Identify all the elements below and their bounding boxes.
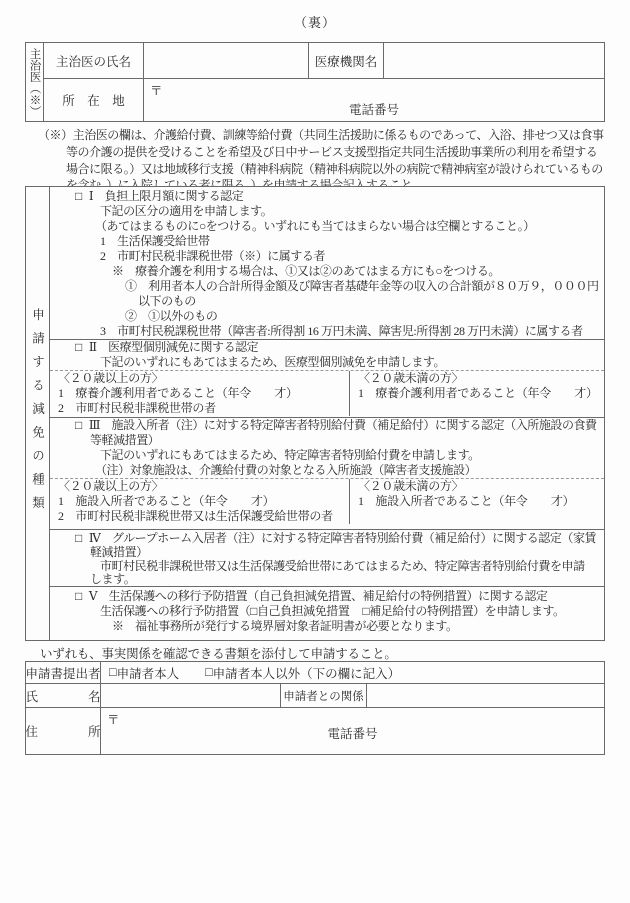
section-4-heading-cont: 軽減措置） xyxy=(90,544,148,559)
adult-heading: 〈２０歳以上の方〉 xyxy=(58,479,164,493)
section-2-adult-column xyxy=(50,371,350,416)
submitter-row-label: 申請書提出者 xyxy=(26,662,101,684)
section-2-heading: Ⅱ 医療型個別減免に関する認定 xyxy=(88,340,259,354)
postal-mark: 〒 xyxy=(150,84,163,98)
section-4-heading: Ⅳ グループホーム入居者（注）に対する特定障害者特別給付費（補足給付）に関する認定（家賃 xyxy=(88,531,597,545)
adult-item: 1 施設入所者であること（年令 才） xyxy=(58,494,275,508)
section-1-option-1[interactable]: 1 生活保護受給世帯 xyxy=(100,234,210,248)
section-1-heading: Ⅰ 負担上限月額に関する認定 xyxy=(88,189,244,203)
doctor-phone-label: 電話番号 xyxy=(348,103,399,117)
minor-heading: 〈２０歳未満の方〉 xyxy=(358,479,464,493)
doctor-name-field[interactable] xyxy=(144,43,309,79)
self-pay-reduction-label: 自己負担減免措置 xyxy=(256,604,350,618)
doctor-note xyxy=(38,127,616,194)
section-1-note: ※ 療養介護を利用する場合は、①又は②のあてはまる方にも○をつける。 xyxy=(112,264,500,278)
adult-item: 2 市町村民税非課税世帯又は生活保護受給世帯の者 xyxy=(58,509,333,523)
section-2 xyxy=(50,339,604,417)
institution-label: 医療機関名 xyxy=(309,43,384,79)
applicant-other-checkbox[interactable]: □ xyxy=(205,665,213,679)
reduction-side-label: 申請する減免の種類 xyxy=(26,187,50,640)
section-3-checkbox[interactable]: □ xyxy=(75,418,82,432)
note-line: 等の介護の提供を受けることを希望及び日中サービス支援型指定共同生活援助事業所の利用を希望する xyxy=(66,144,598,159)
minor-heading: 〈２０歳未満の方〉 xyxy=(358,371,464,385)
section-1-checkbox[interactable]: □ xyxy=(75,189,82,203)
page-title: （裏） xyxy=(293,15,336,30)
section-2-minor-column xyxy=(350,371,604,416)
doctor-address-label: 所 在 地 xyxy=(44,79,144,121)
relation-field[interactable] xyxy=(367,684,604,708)
submitter-name-field[interactable] xyxy=(101,684,281,708)
section-1-suboption-1-cont: 以下のもの xyxy=(138,294,196,308)
doctor-table xyxy=(25,42,605,122)
applicant-self-checkbox[interactable]: □ xyxy=(109,665,117,679)
section-1-suboption-2[interactable]: ② ①以外のもの xyxy=(125,309,218,323)
section-1-option-2[interactable]: 2 市町村民税非課税世帯（※）に属する者 xyxy=(100,249,326,263)
section-3-subtable xyxy=(50,478,604,524)
adult-item: 1 療養介護利用者であること（年令 才） xyxy=(58,386,298,400)
institution-field[interactable] xyxy=(384,43,604,79)
submitter-address-field[interactable] xyxy=(101,708,604,754)
submitter-phone-label: 電話番号 xyxy=(327,727,378,741)
applicant-self-label: 申請者本人 xyxy=(116,666,180,681)
applicant-other-label: 申請者本人以外（下の欄に記入） xyxy=(212,666,401,681)
postal-mark: 〒 xyxy=(107,713,120,727)
section-2-line: 下記のいずれにもあてはまるため、医療型個別減免を申請します。 xyxy=(100,355,446,369)
reduction-table xyxy=(25,186,605,641)
section-3-heading: Ⅲ 施設入所者（注）に対する特定障害者特別給付費（補足給付）に関する認定（入所施設の食費 xyxy=(88,418,597,432)
section-4 xyxy=(50,529,604,586)
supplement-special-checkbox[interactable]: □ xyxy=(362,604,370,618)
options-line-pre: 生活保護への移行予防措置（ xyxy=(100,604,251,618)
note-line: 場合に限る。）又は地域移行支援（精神科病院（精神科病院以外の病院で精神病室が設けられているもの xyxy=(66,161,603,176)
section-3-line: 下記のいずれにもあてはまるため、特定障害者特別給付費を申請します。 xyxy=(100,448,480,462)
note-line: （※）主治医の欄は、介護給付費、訓練等給付費（共同生活援助に係るものであって、入浴、排せつ又は食事 xyxy=(38,128,604,142)
submitter-address-label: 住 所 xyxy=(26,708,101,754)
section-1 xyxy=(50,187,604,339)
doctor-address-field[interactable] xyxy=(144,79,604,121)
section-3-heading-cont: 等軽減措置） xyxy=(90,433,160,447)
section-5-note: ※ 福祉事務所が発行する境界層対象者証明書が必要となります。 xyxy=(112,619,458,633)
section-3-minor-column xyxy=(350,479,604,524)
section-3-note: （注）対象施設は、介護給付費の対象となる入所施設（障害者支援施設） xyxy=(95,463,477,477)
adult-heading: 〈２０歳以上の方〉 xyxy=(58,371,164,385)
section-3-adult-column xyxy=(50,479,350,524)
section-2-subtable xyxy=(50,370,604,416)
section-4-checkbox[interactable]: □ xyxy=(75,531,82,545)
section-1-line: （あてはまるものに○をつける。いずれにも当てはまらない場合は空欄とすること。） xyxy=(95,219,535,233)
doctor-name-label: 主治医の氏名 xyxy=(44,43,144,79)
supplement-special-label: 補足給付の特例措置 xyxy=(369,604,474,618)
adult-item: 2 市町村民税非課税世帯の者 xyxy=(58,401,216,415)
self-pay-reduction-checkbox[interactable]: □ xyxy=(250,604,257,618)
section-2-checkbox[interactable]: □ xyxy=(75,340,82,354)
section-1-suboption-1[interactable]: ① 利用者本人の合計所得金額及び障害者基礎年金等の収入の合計額が８０万９，０００円 xyxy=(125,279,599,293)
submitter-table xyxy=(25,661,605,755)
options-line-post: ）を申請します。 xyxy=(473,604,565,618)
minor-item: 1 療養介護利用者であること（年令 才） xyxy=(358,386,598,400)
minor-item: 1 施設入所者であること（年令 才） xyxy=(358,494,575,508)
section-4-line: 市町村民税非課税世帯又は生活保護受給世帯にあてはまるため、特定障害者特別給付費を申請 xyxy=(100,558,585,573)
section-5-checkbox[interactable]: □ xyxy=(75,589,82,603)
submitter-options xyxy=(101,662,604,684)
attachment-note: いずれも、事実関係を確認できる書類を添付して申請すること。 xyxy=(40,647,397,661)
relation-label: 申請者との関係 xyxy=(281,684,367,708)
section-5-heading: Ⅴ 生活保護への移行予防措置（自己負担減免措置、補足給付の特例措置）に関する認定 xyxy=(88,589,548,603)
section-5 xyxy=(50,586,604,640)
submitter-name-label: 氏 名 xyxy=(26,684,101,708)
doctor-side-label: 主治医（※） xyxy=(26,43,44,121)
section-4-line-cont: します。 xyxy=(90,572,136,586)
section-3 xyxy=(50,417,604,529)
section-5-options-line xyxy=(50,604,604,619)
section-1-option-3[interactable]: 3 市町村民税課税世帯（障害者:所得割 16 万円未満、障害児:所得割 28 万円未満）に属する者 xyxy=(100,324,583,338)
section-1-line: 下記の区分の適用を申請します。 xyxy=(100,204,273,218)
